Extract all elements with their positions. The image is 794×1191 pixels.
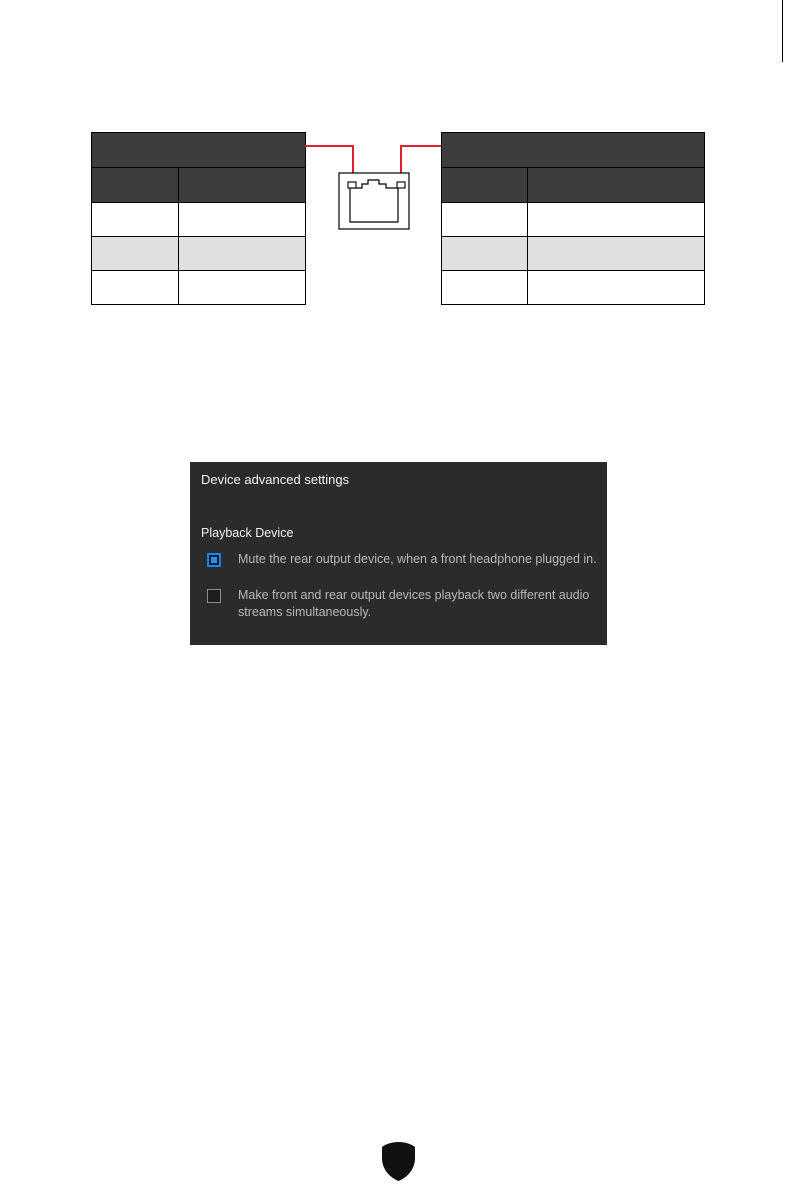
right-led-table — [441, 132, 705, 305]
table-row — [442, 237, 705, 271]
table-cell — [442, 237, 528, 271]
table-row — [92, 203, 306, 237]
table-cell — [92, 237, 179, 271]
device-advanced-settings-panel — [190, 462, 607, 645]
table-cell — [528, 203, 705, 237]
dual-stream-playback-label: Make front and rear output devices playback two different audio streams simultaneously. — [238, 588, 590, 619]
table-cell — [179, 237, 306, 271]
crop-mark — [782, 0, 783, 62]
table-cell — [528, 237, 705, 271]
table-cell — [442, 271, 528, 305]
table-cell — [179, 271, 306, 305]
table-cell — [528, 271, 705, 305]
left-table-header-status — [92, 168, 179, 203]
dual-stream-playback-checkbox[interactable] — [207, 589, 221, 603]
table-cell — [92, 203, 179, 237]
table-row — [442, 271, 705, 305]
right-table-header-description — [528, 168, 705, 203]
right-table-title — [442, 133, 705, 168]
table-row — [92, 237, 306, 271]
left-table-title — [92, 133, 306, 168]
mute-rear-output-label: Mute the rear output device, when a front headphone plugged in. — [238, 552, 597, 566]
table-cell — [442, 203, 528, 237]
table-cell — [179, 203, 306, 237]
lan-port-icon — [339, 173, 409, 229]
table-row — [442, 203, 705, 237]
left-table-header-description — [179, 168, 306, 203]
mute-rear-output-checkbox[interactable] — [207, 553, 221, 567]
panel-title: Device advanced settings — [201, 472, 350, 487]
table-cell — [92, 271, 179, 305]
msi-dragon-shield-logo — [381, 1141, 416, 1182]
playback-device-label: Playback Device — [201, 526, 294, 540]
right-table-header-status — [442, 168, 528, 203]
left-led-table — [91, 132, 306, 305]
table-row — [92, 271, 306, 305]
lan-port-diagram — [300, 140, 450, 235]
